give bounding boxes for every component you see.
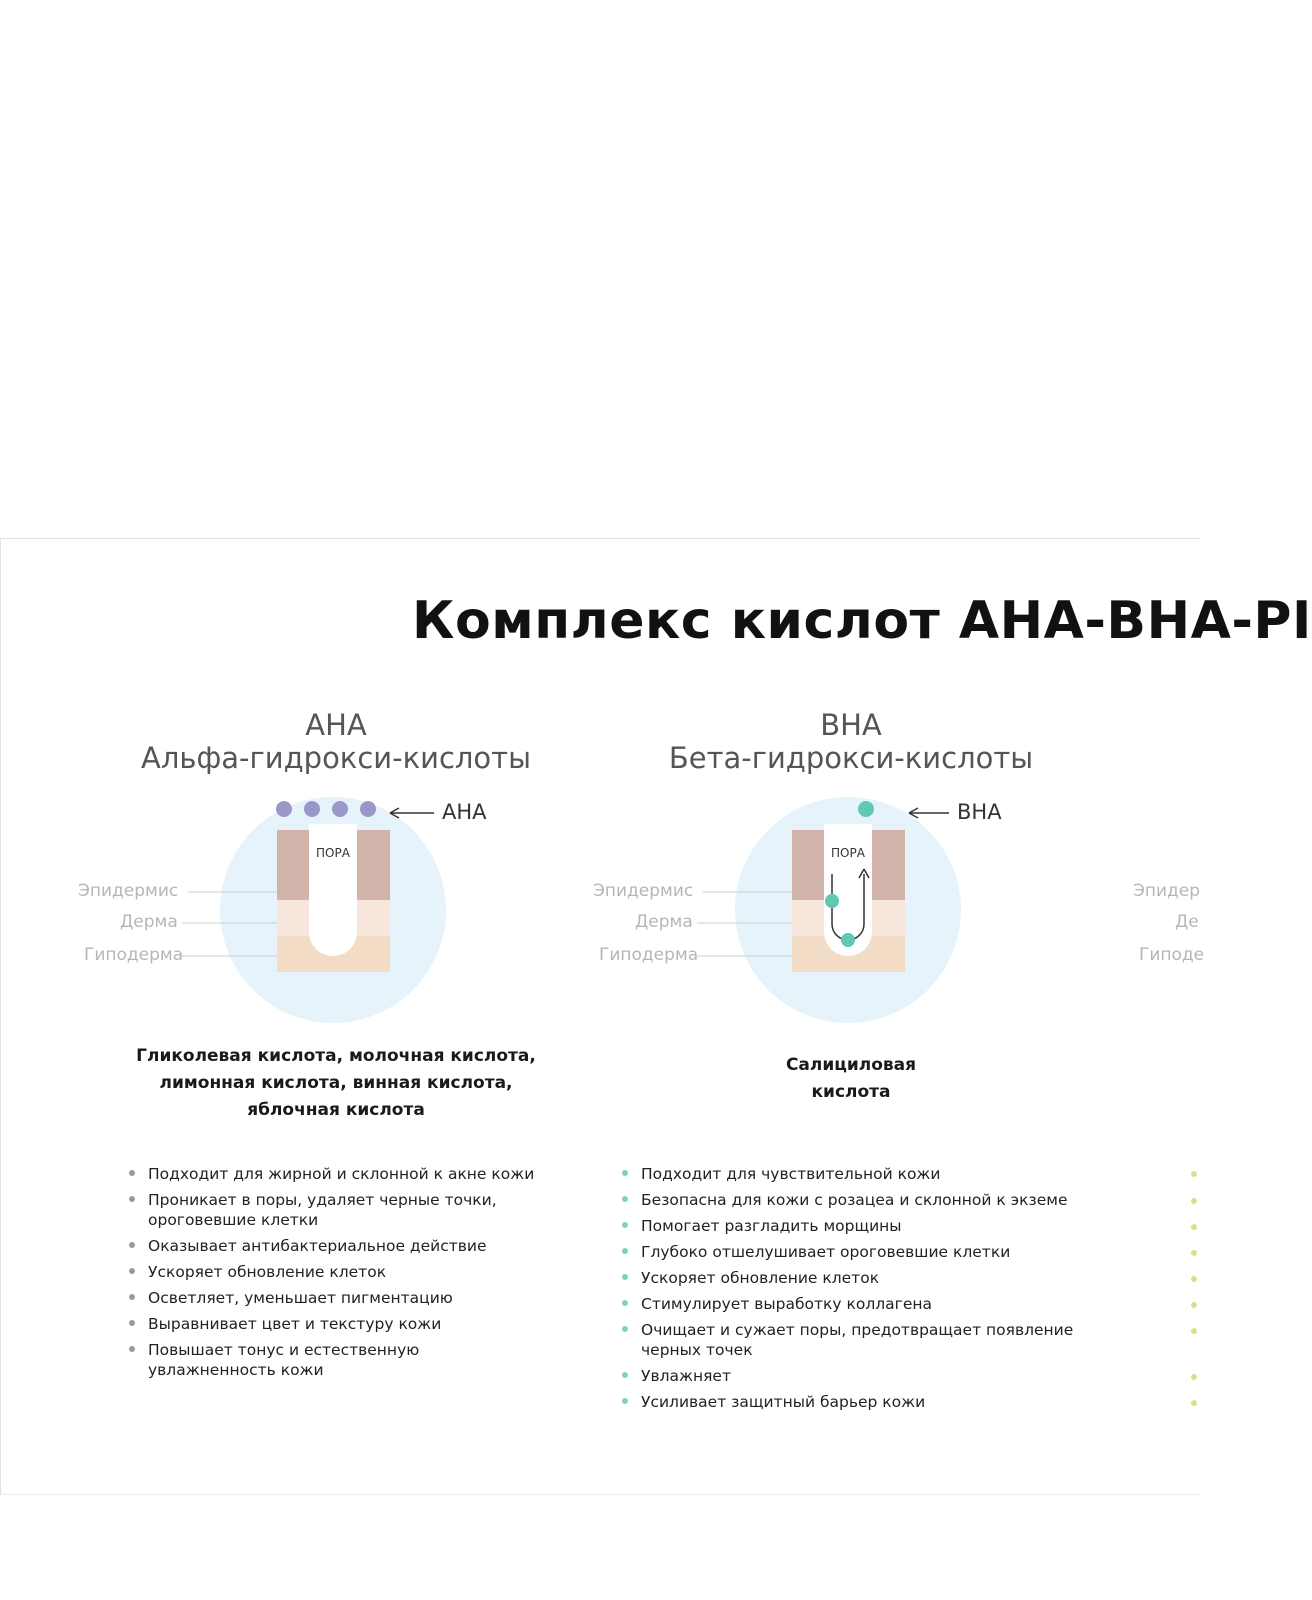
bha-abbr: BHA <box>820 708 882 742</box>
bullet-dot-icon <box>622 1300 628 1306</box>
aha-pore-label: ПОРА <box>316 846 350 860</box>
bha-benefit-item: Подходит для чувствительной кожи <box>619 1164 1089 1184</box>
third-bullets-graphic <box>1131 1164 1201 1434</box>
bha-molecule-dot <box>858 801 874 817</box>
bha-benefit-item: Стимулирует выработку коллагена <box>619 1294 1089 1314</box>
bha-molecule-dot <box>825 894 839 908</box>
bullet-dot-icon <box>1191 1400 1197 1406</box>
bullet-dot-icon <box>622 1372 628 1378</box>
aha-pore-diagram <box>76 784 596 1034</box>
bullet-dot-icon <box>1191 1276 1197 1282</box>
bullet-dot-icon <box>622 1170 628 1176</box>
bullet-dot-icon <box>129 1346 135 1352</box>
bullet-dot-icon <box>1191 1198 1197 1204</box>
bullet-dot-icon <box>622 1274 628 1280</box>
bha-hypodermis-label: Гиподерма <box>599 945 699 965</box>
aha-dermis-label: Дерма <box>120 912 178 932</box>
aha-hypodermis-label: Гиподерма <box>84 945 184 965</box>
aha-benefit-item: Повышает тонус и естественную увлажненность кожи <box>126 1340 546 1380</box>
third-hypodermis-label: Гиподе <box>1139 945 1205 965</box>
bullet-dot-icon <box>1191 1374 1197 1380</box>
aha-molecule-dot <box>276 801 292 817</box>
bullet-dot-icon <box>129 1294 135 1300</box>
bha-acids-line: кислота <box>811 1082 891 1102</box>
aha-benefits-list <box>126 1164 546 1386</box>
bha-full-name: Бета-гидрокси-кислоты <box>668 741 1034 775</box>
aha-molecule-dot <box>304 801 320 817</box>
column-aha <box>76 539 596 1494</box>
bullet-dot-icon <box>129 1196 135 1202</box>
bullet-dot-icon <box>129 1170 135 1176</box>
bha-epidermis-label: Эпидермис <box>593 881 694 901</box>
bha-pore-label: ПОРА <box>831 846 865 860</box>
bullet-dot-icon <box>622 1196 628 1202</box>
bha-benefit-item: Глубоко отшелушивает ороговевшие клетки <box>619 1242 1089 1262</box>
bha-benefit-item: Увлажняет <box>619 1366 1089 1386</box>
aha-acids-line: лимонная кислота, винная кислота, <box>159 1073 513 1093</box>
bullet-dot-icon <box>622 1326 628 1332</box>
aha-benefit-item: Ускоряет обновление клеток <box>126 1262 546 1282</box>
aha-acids-line: яблочная кислота <box>247 1100 425 1120</box>
bha-benefit-item: Усиливает защитный барьер кожи <box>619 1392 1089 1412</box>
bha-benefit-item: Ускоряет обновление клеток <box>619 1268 1089 1288</box>
bha-pore-diagram <box>591 784 1111 1034</box>
bullet-dot-icon <box>1191 1250 1197 1256</box>
bullet-dot-icon <box>622 1248 628 1254</box>
bullet-dot-icon <box>129 1268 135 1274</box>
bullet-dot-icon <box>129 1242 135 1248</box>
bha-molecule-dot <box>841 933 855 947</box>
bullet-dot-icon <box>1191 1171 1197 1177</box>
aha-diagram-graphic <box>76 784 596 1034</box>
aha-molecule-dot <box>332 801 348 817</box>
third-epidermis-label: Эпидер <box>1133 881 1201 901</box>
bha-diagram-graphic <box>591 784 1111 1034</box>
bullet-dot-icon <box>1191 1302 1197 1308</box>
aha-acids-list <box>76 1043 596 1124</box>
infographic-card <box>0 538 1312 1495</box>
bullet-dot-icon <box>129 1320 135 1326</box>
bullet-dot-icon <box>622 1398 628 1404</box>
bha-acids-line: Салициловая <box>785 1055 917 1075</box>
aha-epidermis-label: Эпидермис <box>78 881 179 901</box>
aha-benefit-item: Выравнивает цвет и текстуру кожи <box>126 1314 546 1334</box>
bha-acids-list <box>591 1052 1111 1106</box>
aha-acids-line: Гликолевая кислота, молочная кислота, <box>136 1046 536 1066</box>
aha-molecule-dot <box>360 801 376 817</box>
bha-benefit-item: Очищает и сужает поры, предотвращает появление черных точек <box>619 1320 1089 1360</box>
bullet-dot-icon <box>1191 1328 1197 1334</box>
bha-acid-label: BHA <box>957 800 1002 824</box>
bha-dermis-label: Дерма <box>635 912 693 932</box>
page-title: Комплекс кислот АНА-ВНА-PI <box>412 591 1312 651</box>
aha-benefit-item: Оказывает антибактериальное действие <box>126 1236 546 1256</box>
third-dermis-label: Де <box>1175 912 1199 932</box>
column-bha <box>591 539 1111 1494</box>
aha-abbr: AHA <box>305 708 367 742</box>
bullet-dot-icon <box>1191 1224 1197 1230</box>
pore-channel <box>309 824 357 956</box>
aha-acid-label: AHA <box>442 800 487 824</box>
bha-benefit-item: Безопасна для кожи с розацеа и склонной к экземе <box>619 1190 1089 1210</box>
column-third-partial <box>1131 539 1211 1494</box>
bha-benefits-list <box>619 1164 1089 1418</box>
aha-benefit-item: Проникает в поры, удаляет черные точки, ороговевшие клетки <box>126 1190 546 1230</box>
aha-benefit-item: Подходит для жирной и склонной к акне кожи <box>126 1164 546 1184</box>
bha-benefit-item: Помогает разгладить морщины <box>619 1216 1089 1236</box>
aha-full-name: Альфа-гидрокси-кислоты <box>141 741 531 775</box>
bullet-dot-icon <box>622 1222 628 1228</box>
aha-benefit-item: Осветляет, уменьшает пигментацию <box>126 1288 546 1308</box>
